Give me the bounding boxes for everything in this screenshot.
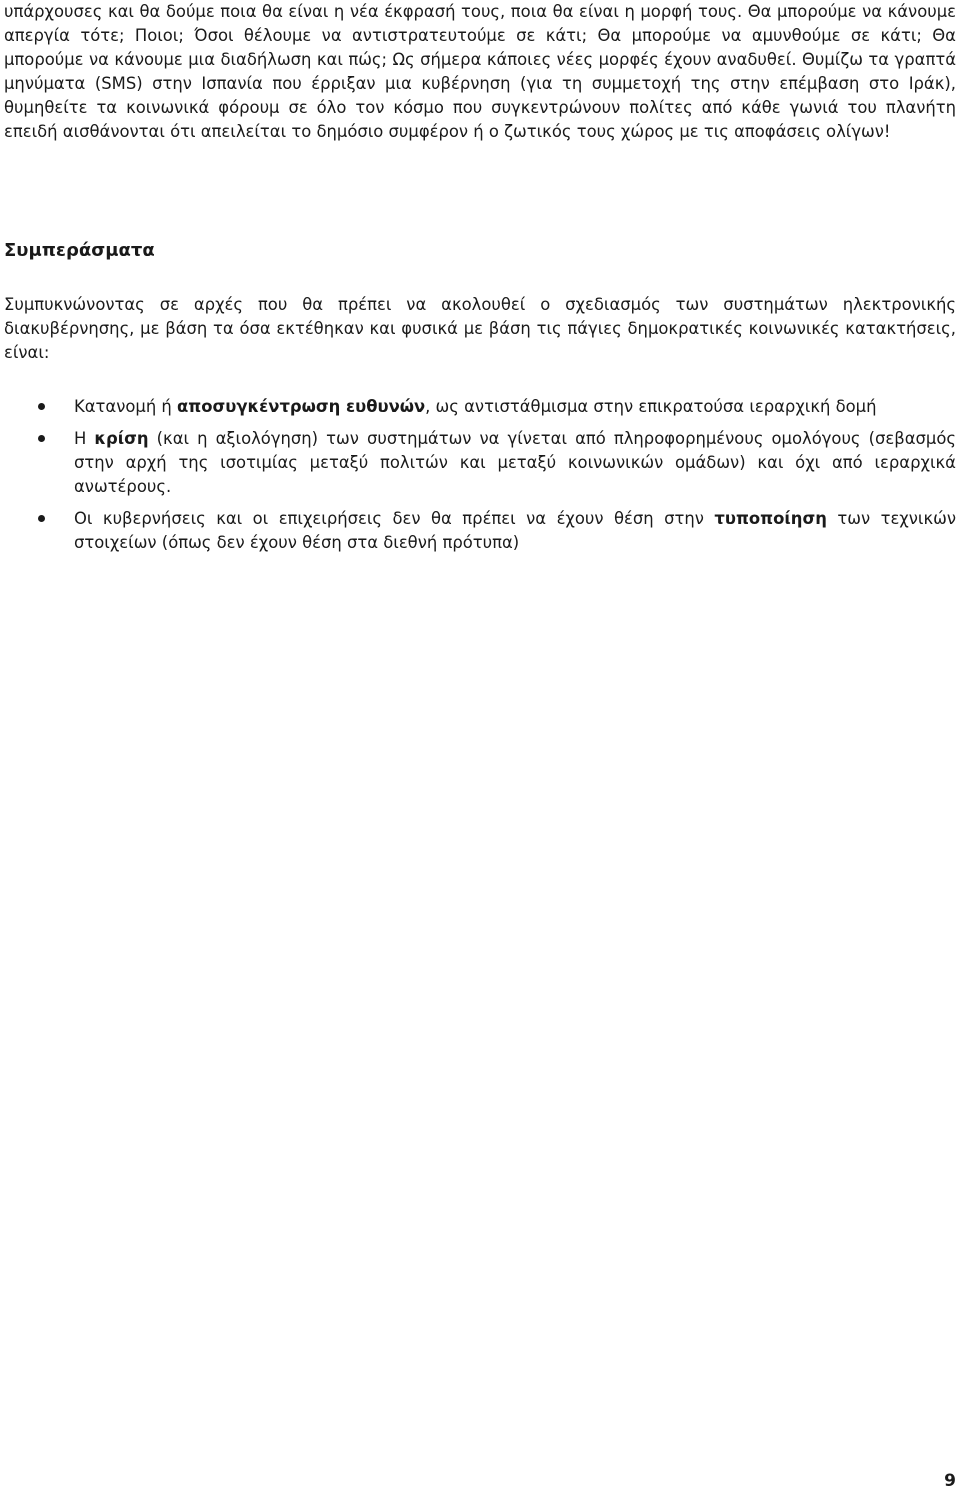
bullet-item-standardization (0, 507, 956, 555)
bullet-text-bold: αποσυγκέντρωση ευθυνών (177, 397, 426, 416)
bullet-text-before: Οι κυβερνήσεις και οι επιχειρήσεις δεν θα πρέπει να έχουν θέση στην (74, 509, 715, 528)
principles-bullet-list (0, 395, 956, 563)
bullet-dot-icon (38, 403, 45, 410)
bullet-text-before: Κατανομή ή (74, 397, 178, 416)
section-heading-conclusions: Συμπεράσματα (4, 240, 155, 261)
bullet-text-after: των τεχνικών στοιχείων (όπως δεν έχουν θέση στα διεθνή πρότυπα) (74, 509, 957, 552)
bullet-dot-icon (38, 515, 45, 522)
page-number: 9 (944, 1471, 956, 1491)
bullet-text-after: , ως αντιστάθμισμα στην επικρατούσα ιεραρχική δομή (425, 397, 877, 416)
bullet-text-before: Η (74, 429, 95, 448)
document-page (4, 0, 956, 144)
bullet-text-after: (και η αξιολόγηση) των συστημάτων να γίνεται από πληροφορημένους ομολόγους (σεβασμός στην αρχή της ισοτιμίας μεταξύ πολιτών και μεταξύ κοινωνικών ομάδων) και όχι από ιεραρχικά ανωτέρους. (74, 429, 956, 496)
bullet-text-bold: τυποποίηση (714, 509, 827, 528)
bullet-item-peer-review (0, 427, 956, 499)
bullet-text-bold: κρίση (94, 429, 149, 448)
bullet-item-decentralization (0, 395, 956, 419)
conclusions-intro-paragraph: Συμπυκνώνοντας σε αρχές που θα πρέπει να ακολουθεί ο σχεδιασμός των συστημάτων ηλεκτρονικής διακυβέρνησης, με βάση τα όσα εκτέθηκαν και φυσικά με βάση τις πάγιες δημοκρατικές κοινωνικές κατακτήσεις, είναι: (4, 295, 956, 362)
top-paragraph-part1: υπάρχουσες και θα δούμε ποια θα είναι η νέα έκφρασή τους, ποια θα είναι η μορφή τους. Θα μπορούμε να κάνουμε απεργία τότε; Ποιοι; Όσοι θέλουμε να αντιστρατευτούμε σε κάτι; Θα μπορούμε να αμυνθούμε σε κάτι; Θα μπορούμε να κάνουμε μια διαδήλωση και πώς; Ως σήμερα κάποιες νέες μορφές έχουν αναδυθεί. (4, 2, 956, 69)
top-paragraph (4, 0, 956, 144)
top-paragraph-part2: Θυμίζω τα γραπτά μηνύματα (SMS) στην Ισπανία που έρριξαν μια κυβέρνηση (για τη συμμετοχή της στην επέμβαση στο Ιράκ), θυμηθείτε τα κοινωνικά φόρουμ σε όλο τον κόσμο που συγκεντρώνουν πολίτες από κάθε γωνιά του πλανήτη επειδή αισθάνονται ότι απειλείται το δημόσιο συμφέρον ή ο ζωτικός τους χώρος με τις αποφάσεις ολίγων! (4, 50, 956, 141)
bullet-dot-icon (38, 435, 45, 442)
